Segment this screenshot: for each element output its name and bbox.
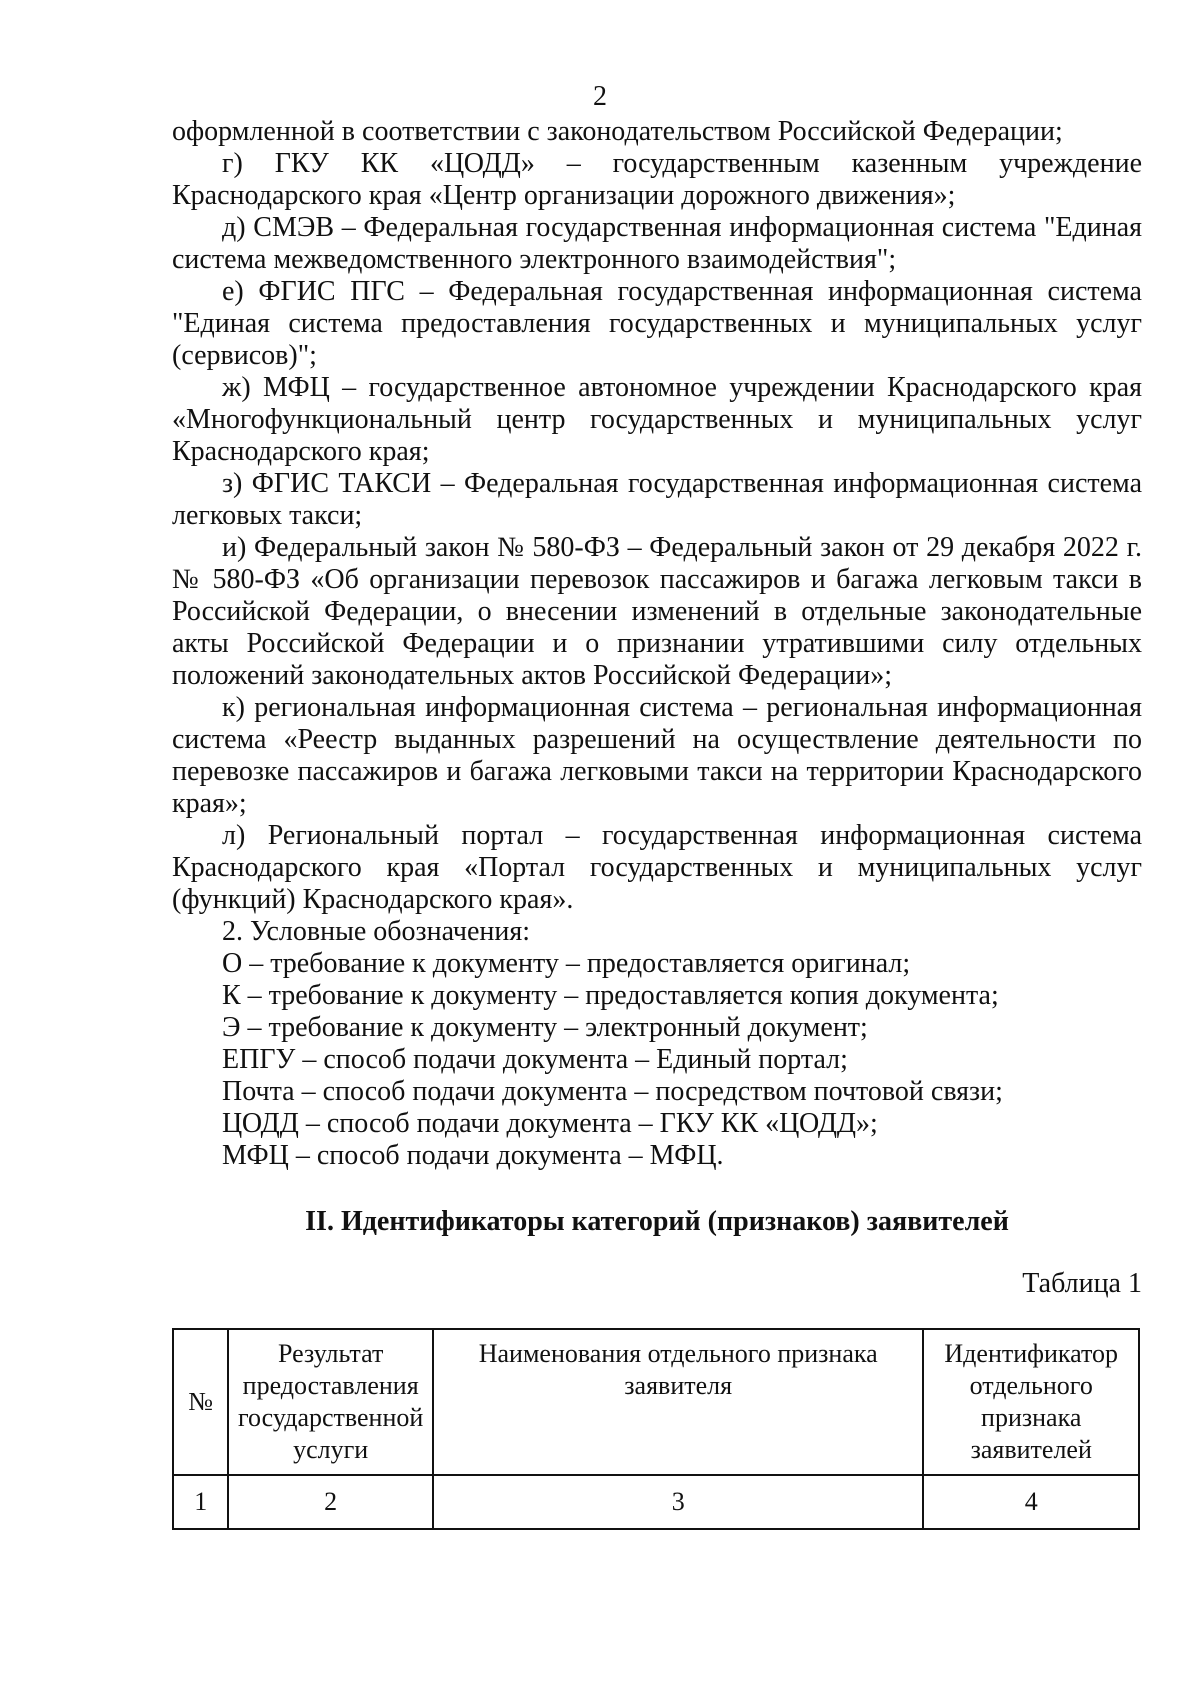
paragraph-definition-l: л) Региональный портал – государственная информационная система Краснодарского края «Портал государственных и муниципальных услуг (функций) Краснодарского края».: [172, 820, 1142, 915]
paragraph-continuation: оформленной в соответствии с законодательством Российской Федерации;: [172, 116, 1063, 147]
header-cell-identifier: Идентификатор отдельного признака заявителей: [923, 1329, 1139, 1475]
paragraph-definition-g: г) ГКУ КК «ЦОДД» – государственным казенным учреждение Краснодарского края «Центр организации дорожного движения»;: [172, 148, 1142, 211]
legend-item: Э – требование к документу – электронный документ;: [222, 1012, 868, 1043]
header-cell-result: Результат предоставления государственной услуги: [228, 1329, 433, 1475]
legend-item: ЦОДД – способ подачи документа – ГКУ КК «ЦОДД»;: [222, 1108, 878, 1139]
paragraph-definition-k: к) региональная информационная система – региональная информационная система «Реестр выданных разрешений на осуществление деятельности по перевозке пассажиров и багажа легковыми такси на территории Краснодарского края»;: [172, 692, 1142, 819]
header-cell-feature-name: Наименования отдельного признака заявителя: [433, 1329, 924, 1475]
table-column-numbers-row: [173, 1475, 1139, 1529]
legend-item: МФЦ – способ подачи документа – МФЦ.: [222, 1140, 724, 1171]
page-number: 2: [593, 81, 607, 112]
section-title: II. Идентификаторы категорий (признаков) заявителей: [305, 1206, 1009, 1237]
paragraph-definition-i: и) Федеральный закон № 580-ФЗ – Федеральный закон от 29 декабря 2022 г. № 580-ФЗ «Об организации перевозок пассажиров и багажа легковым такси в Российской Федерации, о внесении изменений в отдельные законодательные акты Российской Федерации и о признании утратившими силу отдельных положений законодательных актов Российской Федерации»;: [172, 532, 1142, 691]
applicant-identifiers-table: [172, 1328, 1140, 1530]
legend-item: Почта – способ подачи документа – посредством почтовой связи;: [222, 1076, 1003, 1107]
table-header-row: [173, 1329, 1139, 1475]
paragraph-definition-e: е) ФГИС ПГС – Федеральная государственная информационная система "Единая система предоставления государственных и муниципальных услуг (сервисов)";: [172, 276, 1142, 371]
legend-heading: 2. Условные обозначения:: [222, 916, 531, 947]
column-number-cell: 3: [433, 1475, 924, 1529]
paragraph-definition-zh: ж) МФЦ – государственное автономное учреждении Краснодарского края «Многофункциональный центр государственных и муниципальных услуг Краснодарского края;: [172, 372, 1142, 467]
column-number-cell: 2: [228, 1475, 433, 1529]
legend-item: К – требование к документу – предоставляется копия документа;: [222, 980, 999, 1011]
paragraph-definition-z: з) ФГИС ТАКСИ – Федеральная государственная информационная система легковых такси;: [172, 468, 1142, 531]
document-body: [172, 116, 1142, 1530]
legend-item: ЕПГУ – способ подачи документа – Единый портал;: [222, 1044, 848, 1075]
paragraph-definition-d: д) СМЭВ – Федеральная государственная информационная система "Единая система межведомственного электронного взаимодействия";: [172, 212, 1142, 275]
column-number-cell: 1: [173, 1475, 228, 1529]
legend-item: О – требование к документу – предоставляется оригинал;: [222, 948, 911, 979]
column-number-cell: 4: [923, 1475, 1139, 1529]
header-cell-number: №: [173, 1329, 228, 1475]
table-label: Таблица 1: [1022, 1268, 1142, 1299]
